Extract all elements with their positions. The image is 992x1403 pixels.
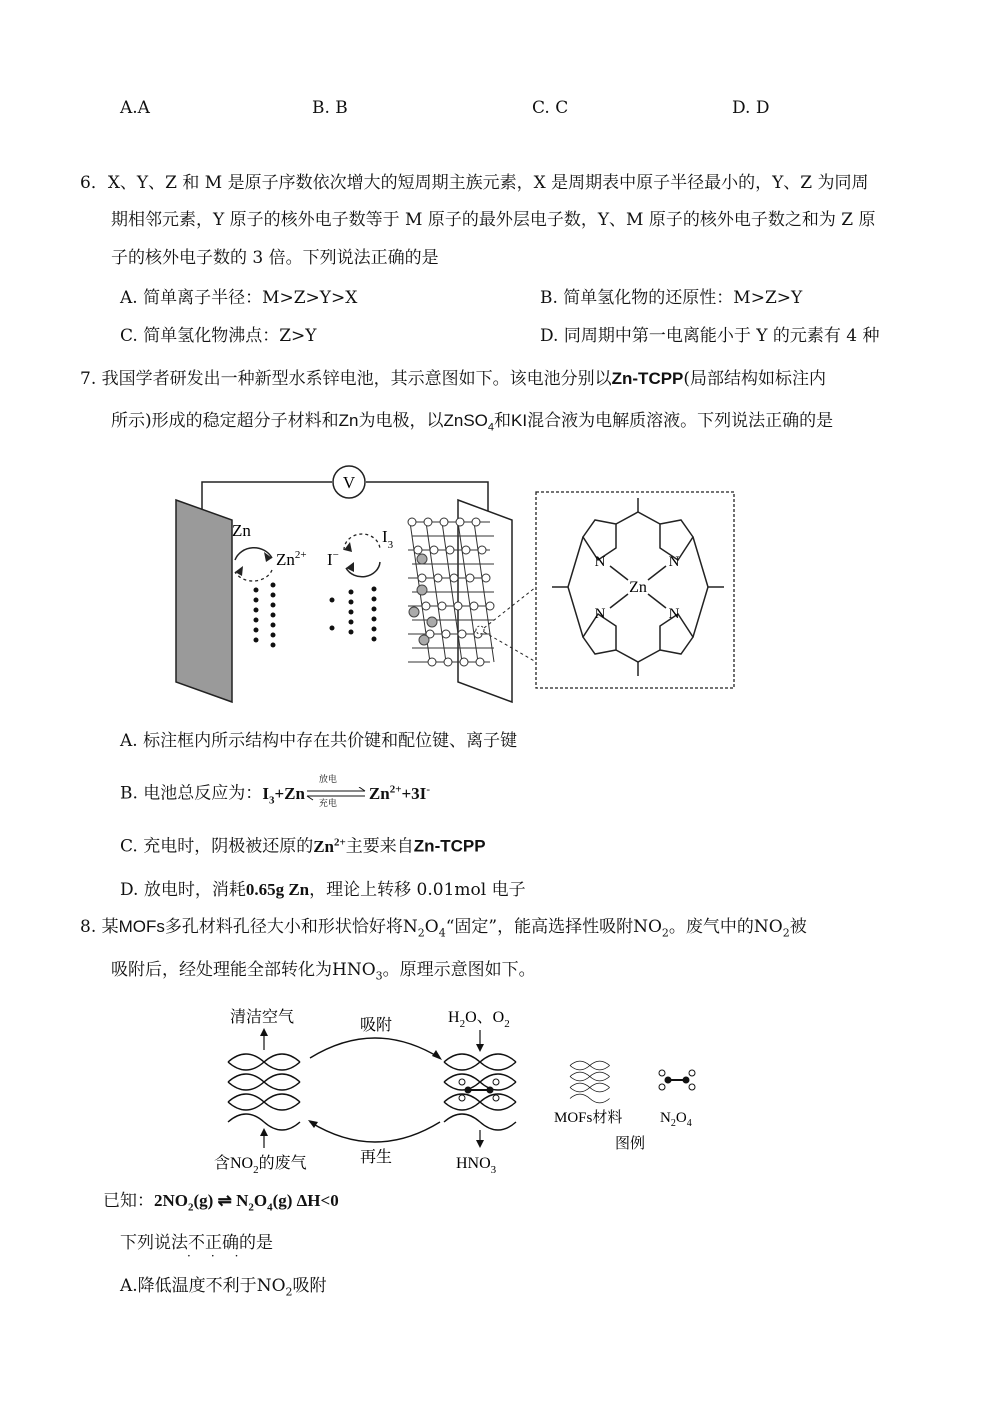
q5-option-d: D. D: [732, 98, 770, 118]
q6-option-d: D. 同周期中第一电离能小于 Y 的元素有 4 种: [540, 326, 880, 346]
q5-option-b: B. B: [312, 98, 348, 118]
q8-option-a: A.降低温度不利于$NO_2$吸附: [120, 1276, 327, 1299]
q7-stem-line1: 7. 我国学者研发出一种新型水系锌电池，其示意图如下。该电池分别以Zn-TCPP(局部结构如标注内: [80, 369, 827, 389]
regen-label: 再生: [360, 1149, 393, 1166]
h2o-o2-label: $H_2O$、$O_2$: [448, 1009, 510, 1030]
legend-mofs-label: MOFs材料: [554, 1110, 623, 1126]
zn-center-label: Zn: [629, 579, 647, 596]
ion-dots: [254, 583, 377, 648]
equilibrium-arrow: 放电 充电: [305, 786, 369, 803]
q7-option-c: C. 充电时，阴极被还原的$Zn^{2+}$主要来自Zn-TCPP: [120, 836, 486, 857]
n-label-1: N: [594, 554, 606, 570]
q5-option-a: A.A: [120, 98, 150, 118]
q5-option-c: C. C: [532, 98, 569, 118]
hno3-label: $HNO_3$: [456, 1155, 497, 1176]
waste-gas-label: 含$NO_2$的废气: [214, 1155, 307, 1176]
n-label-3: N: [594, 606, 606, 622]
n-label-4: N: [668, 606, 680, 622]
q7-option-b: B. 电池总反应为：$I_3+Zn$ 放电 充电 $Zn^{2+}+3I^-$: [120, 774, 430, 809]
zn-label: Zn: [232, 521, 251, 540]
q7-option-d: D. 放电时，消耗0.65g Zn，理论上转移 0.01mol 电子: [120, 880, 526, 900]
q8-known-equation: 已知：$2NO_2(g)$ ⇌ $N_2O_4(g)$ ΔH<0: [103, 1191, 339, 1214]
q7-option-a: A. 标注框内所示结构中存在共价键和配位键、离子键: [120, 731, 518, 751]
zn2-label: $Zn^{2+}$: [276, 549, 307, 569]
legend-title: 图例: [615, 1136, 646, 1152]
q7-stem-line2: 所示)形成的稳定超分子材料和Zn为电极，以ZnSO$_4$和KI混合液为电解质溶液。下列说法正确的是: [111, 411, 834, 434]
q6-option-c: C. 简单氢化物沸点：Z>Y: [120, 326, 317, 346]
q6-option-a: A. 简单离子半径：M>Z>Y>X: [120, 288, 358, 308]
mofs-material-loaded: [444, 1054, 516, 1130]
mofs-material-left: [228, 1054, 300, 1130]
battery-diagram: [160, 462, 750, 712]
n-label-2: N: [668, 554, 680, 570]
mofs-adsorption-diagram: [210, 1004, 710, 1182]
q6-stem-line2: 期相邻元素，Y 原子的核外电子数等于 M 原子的最外层电子数，Y、M 原子的核外电子数之和为 Z 原: [111, 210, 876, 230]
emphasis-dots: ···: [187, 1249, 259, 1263]
clean-air-label: 清洁空气: [230, 1009, 295, 1026]
legend-n2o4-label: $N_2O_4$: [660, 1110, 692, 1129]
legend-n2o4-icon: [659, 1070, 695, 1090]
q6-stem-line3: 子的核外电子数的 3 倍。下列说法正确的是: [111, 248, 439, 268]
adsorb-label: 吸附: [360, 1017, 393, 1034]
voltmeter-label: V: [342, 473, 356, 492]
iodide-label: I−: [327, 549, 339, 569]
legend-mofs-icon: [570, 1061, 610, 1103]
triiodide-label: $I_3$: [382, 527, 394, 551]
q8-question: 下列说法不正确的是: [120, 1233, 273, 1253]
zn-electrode: [176, 500, 232, 702]
q8-stem-line2: 吸附后，经处理能全部转化为$HNO_3$。原理示意图如下。: [111, 960, 536, 983]
q8-stem-line1: 8. 某MOFs多孔材料孔径大小和形状恰好将$N_2O_4“$固定”，能高选择性吸附$NO_2$。废气中的$NO_2$被: [80, 917, 807, 940]
q6-option-b: B. 简单氢化物的还原性：M>Z>Y: [540, 288, 803, 308]
q6-stem-line1: 6．X、Y、Z 和 M 是原子序数依次增大的短周期主族元素，X 是周期表中原子半径最小的，Y、Z 为同周: [80, 173, 869, 193]
